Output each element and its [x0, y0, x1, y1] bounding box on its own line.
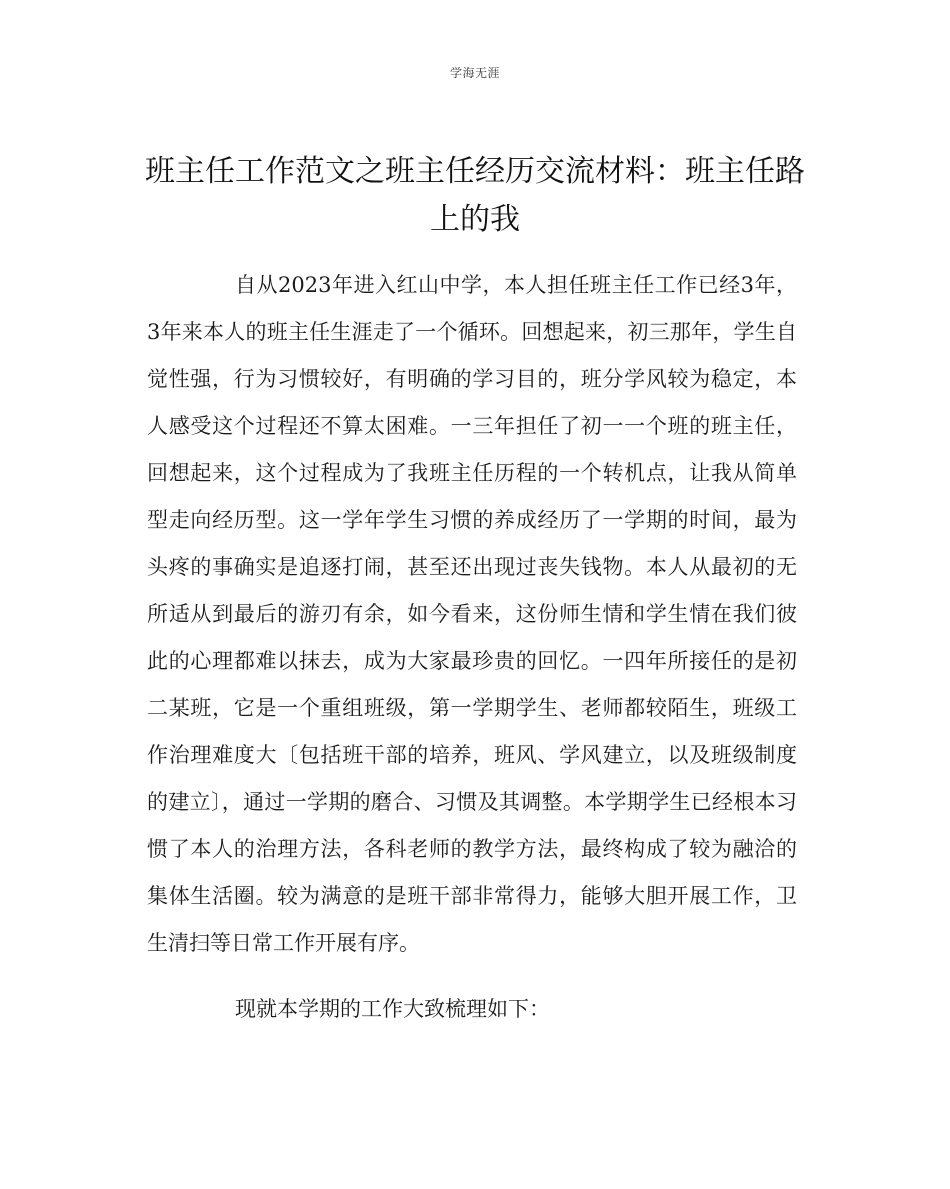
document-title: 班主任工作范文之班主任经历交流材料：班主任路上的我 — [145, 154, 805, 238]
body-paragraph-2: 现就本学期的工作大致梳理如下： — [235, 997, 550, 1021]
body-paragraph-1: 自从2023年进入红山中学，本人担任班主任工作已经3年，3年来本人的班主任生涯走了一个循环。回想起来，初三那年，学生自觉性强，行为习惯较好，有明确的学习目的，班分学风较为稳定，本人感受这个过程还不算太困难。一三年担任了初一一个班的班主任，回想起来，这个过程成为了我班主任历程的一个转机点，让我从简单型走向经历型。这一学年学生习惯的养成经历了一学期的时间，最为头疼的事确实是追逐打闹，甚至还出现过丧失钱物。本人从最初的无所适从到最后的游刃有余，如今看来，这份师生情和学生情在我们彼此的心理都难以抹去，成为大家最珍贵的回忆。一四年所接任的是初二某班，它是一个重组班级，第一学期学生、老师都较陌生，班级工作治理难度大〔包括班干部的培养，班风、学风建立，以及班级制度的建立〕，通过一学期的磨合、习惯及其调整。本学期学生已经根本习惯了本人的治理方法，各科老师的教学方法，最终构成了较为融洽的集体生活圈。较为满意的是班干部非常得力，能够大胆开展工作，卫生清扫等日常工作开展有序。 — [147, 273, 797, 955]
page-header: 学海无涯 — [449, 66, 500, 80]
